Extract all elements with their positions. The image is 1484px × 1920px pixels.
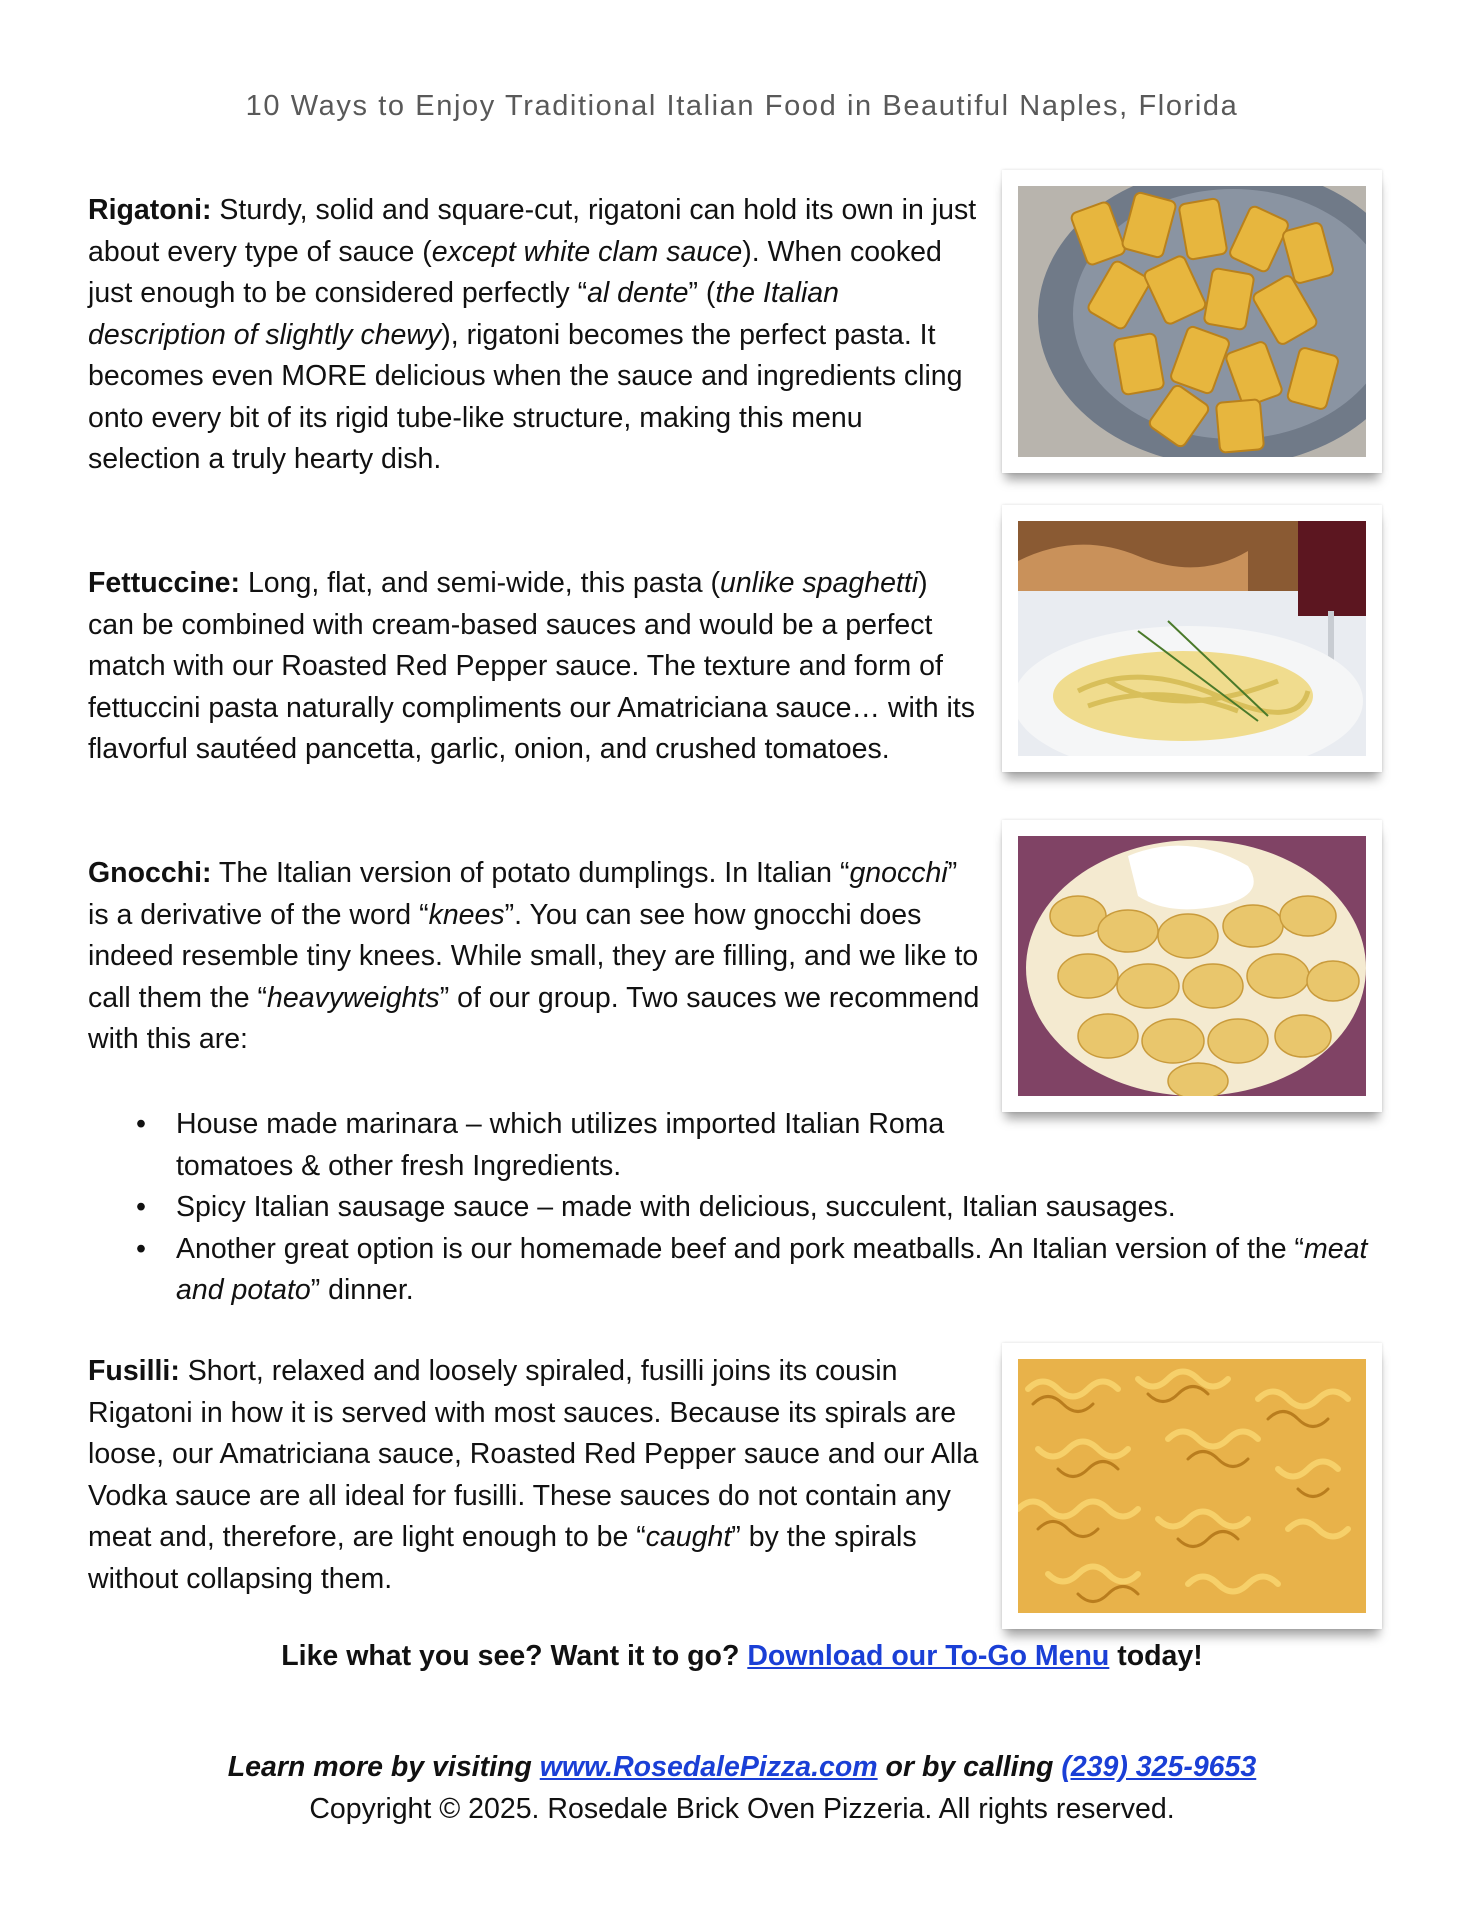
fusilli-image bbox=[1018, 1359, 1366, 1613]
fettuccine-image bbox=[1018, 521, 1366, 756]
bullet-text-1: Another great option is our homemade beef and pork meatballs. An Italian version of the “ bbox=[176, 1232, 1305, 1265]
bullet-text: Spicy Italian sausage sauce – made with delicious, succulent, Italian sausages. bbox=[176, 1191, 1176, 1223]
gnocchi-italic-3: heavyweights bbox=[267, 981, 440, 1014]
fettuccine-photo bbox=[1002, 505, 1382, 772]
list-item bbox=[88, 1229, 1378, 1312]
bullet-icon: • bbox=[136, 1232, 146, 1265]
bullet-text: House made marinara – which utilizes imported Italian Roma tomatoes & other fresh Ingredients. bbox=[176, 1108, 945, 1182]
cta-line bbox=[0, 1640, 1484, 1673]
gnocchi-photo bbox=[1002, 820, 1382, 1112]
footer-lead: Learn more by visiting bbox=[227, 1751, 540, 1783]
gnocchi-italic-1: gnocchi bbox=[849, 857, 948, 889]
cta-lead: Like what you see? Want it to go? bbox=[281, 1640, 748, 1672]
gnocchi-heading: Gnocchi: bbox=[88, 857, 212, 889]
phone-link[interactable]: (239) 325-9653 bbox=[1061, 1751, 1257, 1783]
bullet-text-2: ” dinner. bbox=[310, 1274, 414, 1306]
gnocchi-text-3: ”. You can see how gnocchi does indeed resemble tiny knees. While small, they are filling, and we like to call them the “ bbox=[88, 898, 979, 1014]
fettuccine-paragraph bbox=[88, 563, 980, 771]
rigatoni-italic-3: the Italian description of slightly chewy bbox=[88, 277, 839, 351]
rigatoni-italic-1: except white clam sauce bbox=[431, 235, 743, 268]
gnocchi-text-1: The Italian version of potato dumplings. In Italian “ bbox=[211, 857, 850, 889]
cta-tail: today! bbox=[1109, 1640, 1203, 1672]
copyright-text: Copyright © 2025. Rosedale Brick Oven Pizzeria. All rights reserved. bbox=[309, 1793, 1175, 1825]
rigatoni-text-3: ” ( bbox=[688, 277, 716, 309]
gnocchi-text-2: ” is a derivative of the word “ bbox=[88, 857, 958, 931]
gnocchi-image bbox=[1018, 836, 1366, 1096]
fusilli-section bbox=[88, 1351, 980, 1600]
footer-middle: or by calling bbox=[877, 1751, 1062, 1783]
page-header: 10 Ways to Enjoy Traditional Italian Food in Beautiful Naples, Florida bbox=[245, 90, 1239, 122]
fettuccine-heading: Fettuccine: bbox=[88, 567, 241, 599]
fettuccine-section bbox=[88, 563, 980, 771]
gnocchi-italic-2: knees bbox=[428, 898, 505, 931]
fusilli-heading: Fusilli: bbox=[88, 1355, 180, 1387]
rigatoni-image bbox=[1018, 186, 1366, 457]
rigatoni-text-4: ), rigatoni becomes the perfect pasta. It becomes even MORE delicious when the sauce and ingredients cling onto every bit of its rigid tube-like structure, making this menu selection a truly hearty dish. bbox=[88, 318, 963, 475]
rigatoni-text-1: Sturdy, solid and square-cut, rigatoni can hold its own in just about every type of sauce ( bbox=[88, 194, 977, 268]
footer-contact-line bbox=[0, 1751, 1484, 1784]
gnocchi-section bbox=[88, 853, 980, 1061]
rigatoni-text-2: ). When cooked just enough to be considered perfectly “ bbox=[88, 235, 942, 309]
rigatoni-heading: Rigatoni: bbox=[88, 194, 212, 226]
website-link[interactable]: www.RosedalePizza.com bbox=[539, 1751, 878, 1783]
fettuccine-text-2: ) can be combined with cream-based sauces and would be a perfect match with our Roasted Red Pepper sauce. The texture and form of fettuccini pasta naturally compliments our Amatriciana sauce… with its flavorful sautéed pancetta, garlic, onion, and crushed tomatoes. bbox=[88, 567, 976, 765]
rigatoni-section bbox=[88, 190, 980, 481]
list-item bbox=[88, 1187, 1378, 1229]
fusilli-paragraph bbox=[88, 1351, 980, 1600]
rigatoni-photo bbox=[1002, 170, 1382, 473]
rigatoni-italic-2: al dente bbox=[587, 277, 689, 309]
sauce-bullet-list bbox=[88, 1104, 1378, 1312]
gnocchi-paragraph bbox=[88, 853, 980, 1061]
fusilli-text-2: ” by the spirals without collapsing them. bbox=[88, 1521, 917, 1595]
bullet-icon: • bbox=[136, 1108, 146, 1140]
fusilli-photo bbox=[1002, 1343, 1382, 1629]
fettuccine-italic-1: unlike spaghetti bbox=[720, 567, 919, 599]
fusilli-italic-1: caught bbox=[645, 1521, 732, 1553]
to-go-menu-link[interactable]: Download our To-Go Menu bbox=[747, 1640, 1110, 1672]
fusilli-text-1: Short, relaxed and loosely spiraled, fusilli joins its cousin Rigatoni in how it is served with most sauces. Because its spirals are loose, our Amatriciana sauce, Roasted Red Pepper sauce and our Alla Vodka sauce are all ideal for fusilli. These sauces do not contain any meat and, therefore, are light enough to be “ bbox=[88, 1355, 979, 1553]
bullet-italic: meat and potato bbox=[176, 1232, 1368, 1306]
bullet-icon: • bbox=[136, 1191, 146, 1223]
gnocchi-text-4: ” of our group. Two sauces we recommend with this are: bbox=[88, 981, 980, 1055]
fettuccine-text-1: Long, flat, and semi-wide, this pasta ( bbox=[240, 567, 721, 599]
rigatoni-paragraph bbox=[88, 190, 980, 481]
list-item bbox=[88, 1104, 966, 1187]
